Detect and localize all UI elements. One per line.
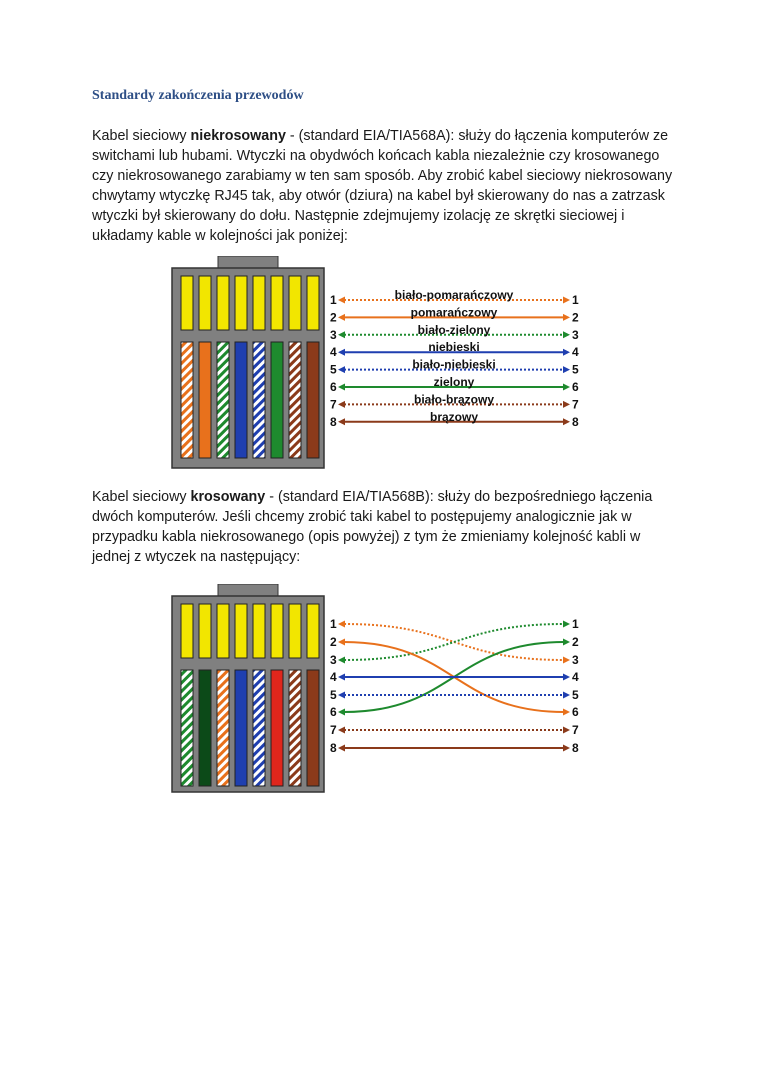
arrow-head-left xyxy=(338,418,345,425)
arrow-head-right xyxy=(563,384,570,391)
pin-number: 8 xyxy=(330,414,337,429)
arrow-head-right xyxy=(563,366,570,373)
wire-core xyxy=(307,670,319,786)
wire-core xyxy=(235,670,247,786)
plug-contact xyxy=(271,604,283,658)
straight-cable-paragraph xyxy=(92,126,682,246)
arrow-head-left xyxy=(338,745,345,752)
wire-label: biało-brązowy xyxy=(413,392,495,407)
arrow-head-right xyxy=(563,349,570,356)
plug-contact xyxy=(271,276,283,330)
wire-core xyxy=(217,670,229,786)
plug-contact xyxy=(289,604,301,658)
arrow-head-right xyxy=(563,692,570,699)
pin-number: 6 xyxy=(330,705,337,719)
arrow-head-left xyxy=(338,297,345,304)
wire-label: zielony xyxy=(433,375,475,389)
wire-core xyxy=(289,342,301,458)
pin-number: 8 xyxy=(330,741,337,755)
arrow-head-right xyxy=(563,418,570,425)
pin-number: 6 xyxy=(572,705,579,719)
pin-number: 4 xyxy=(330,670,337,684)
straight-keyword: niekrosowany xyxy=(190,128,286,144)
arrow-head-left xyxy=(338,384,345,391)
crossover-wiring-diagram xyxy=(168,584,588,794)
pin-number: 6 xyxy=(572,380,579,394)
arrow-head-left xyxy=(338,621,345,628)
pin-number: 8 xyxy=(572,414,579,429)
wire-core xyxy=(271,342,283,458)
arrow-head-left xyxy=(338,709,345,716)
wire-core xyxy=(307,342,319,458)
plug-contact xyxy=(217,276,229,330)
plug-contact xyxy=(181,276,193,330)
rj45-plug-crossover xyxy=(172,584,324,792)
arrow-head-right xyxy=(563,709,570,716)
pin-number: 4 xyxy=(572,345,579,360)
pin-number: 5 xyxy=(330,688,337,702)
arrow-head-right xyxy=(563,745,570,752)
arrow-head-left xyxy=(338,401,345,408)
wire-core xyxy=(181,670,193,786)
wire-label: biało-niebieski xyxy=(412,357,496,372)
pin-number: 1 xyxy=(330,293,337,307)
arrow-head-left xyxy=(338,727,345,734)
plug-contact xyxy=(235,276,247,330)
arrow-head-right xyxy=(563,621,570,628)
arrow-head-left xyxy=(338,331,345,338)
pin-number: 3 xyxy=(572,653,579,667)
straight-intro: Kabel sieciowy xyxy=(92,128,191,144)
wire-core xyxy=(289,670,301,786)
arrow-head-left xyxy=(338,366,345,373)
arrow-head-right xyxy=(563,639,570,646)
plug-contact xyxy=(235,604,247,658)
pin-number: 2 xyxy=(330,635,337,649)
pin-number: 3 xyxy=(572,327,579,342)
plug-contact xyxy=(181,604,193,658)
arrow-head-left xyxy=(338,674,345,681)
arrow-head-right xyxy=(563,331,570,338)
pin-number: 7 xyxy=(572,723,579,737)
wire-label: brązowy xyxy=(429,409,479,424)
pin-number: 1 xyxy=(572,617,579,631)
straight-wiring-diagram xyxy=(168,256,588,471)
pin-number: 4 xyxy=(572,670,579,684)
crossover-keyword: krosowany xyxy=(190,489,266,505)
arrow-head-right xyxy=(563,727,570,734)
plug-contact xyxy=(289,276,301,330)
wire-core xyxy=(235,342,247,458)
pin-number: 2 xyxy=(330,310,337,325)
pin-number: 6 xyxy=(330,380,337,394)
wire-core xyxy=(271,670,283,786)
wire-core xyxy=(199,670,211,786)
arrow-head-left xyxy=(338,692,345,699)
pin-number: 1 xyxy=(330,617,337,631)
pin-number: 8 xyxy=(572,741,579,755)
wire-line xyxy=(344,624,564,660)
page-title: Standardy zakończenia przewodów xyxy=(92,88,304,103)
pin-number: 2 xyxy=(572,635,579,649)
pin-number: 7 xyxy=(572,397,579,412)
pin-number: 1 xyxy=(572,293,579,307)
wire-core xyxy=(253,342,265,458)
arrow-head-right xyxy=(563,674,570,681)
pin-number: 3 xyxy=(330,653,337,667)
pin-number: 7 xyxy=(330,397,337,412)
arrow-head-right xyxy=(563,657,570,664)
plug-contact xyxy=(199,276,211,330)
pin-number: 5 xyxy=(572,688,579,702)
arrow-head-left xyxy=(338,314,345,321)
straight-description: - (standard EIA/TIA568A): służy do łączenia komputerów ze switchami lub hubami. Wtyczki na obydwóch końcach kabla niezależnie czy krosowanego czy niekrosowanego zarabiamy w ten sam sposób. Aby zrobić kabel sieciowy niekrosowany chwytamy wtyczkę RJ45 tak, aby otwór (dziura) na kabel był skierowany do nas a zatrzask wtyczki był skierowany do dołu. Następnie zdejmujemy izolację ze skrętki sieciowej i układamy kable w kolejności jak poniżej: xyxy=(92,128,673,244)
plug-contact xyxy=(253,604,265,658)
plug-contact xyxy=(199,604,211,658)
wire-core xyxy=(253,670,265,786)
wire-label: pomarańczowy xyxy=(410,305,498,320)
wire-core xyxy=(217,342,229,458)
pin-number: 7 xyxy=(330,723,337,737)
wire-core xyxy=(199,342,211,458)
plug-contact xyxy=(307,276,319,330)
arrow-head-right xyxy=(563,401,570,408)
pin-number: 5 xyxy=(330,362,337,377)
crossover-description: - (standard EIA/TIA568B): służy do bezpośredniego łączenia dwóch komputerów. Jeśli chcemy zrobić taki kabel to postępujemy analogicznie jak w przypadku kabla niekrosowanego (opis powyżej) z tym że zmieniamy kolejność kabli w jednej z wtyczek na następujący: xyxy=(92,489,653,565)
pin-number: 3 xyxy=(330,327,337,342)
plug-contact xyxy=(253,276,265,330)
pin-number: 2 xyxy=(572,310,579,325)
pin-number: 4 xyxy=(330,345,337,360)
arrow-head-left xyxy=(338,657,345,664)
arrow-head-left xyxy=(338,349,345,356)
plug-contact xyxy=(217,604,229,658)
arrow-head-right xyxy=(563,297,570,304)
rj45-plug-straight xyxy=(172,256,324,468)
pin-number: 5 xyxy=(572,362,579,377)
plug-contact xyxy=(307,604,319,658)
wire-core xyxy=(181,342,193,458)
wire-label: niebieski xyxy=(428,340,480,355)
wire-label: biało-pomarańczowy xyxy=(394,288,514,302)
arrow-head-left xyxy=(338,639,345,646)
crossover-cable-paragraph xyxy=(92,487,682,567)
crossover-intro: Kabel sieciowy xyxy=(92,489,191,505)
wire-label: biało-zielony xyxy=(417,322,491,337)
arrow-head-right xyxy=(563,314,570,321)
